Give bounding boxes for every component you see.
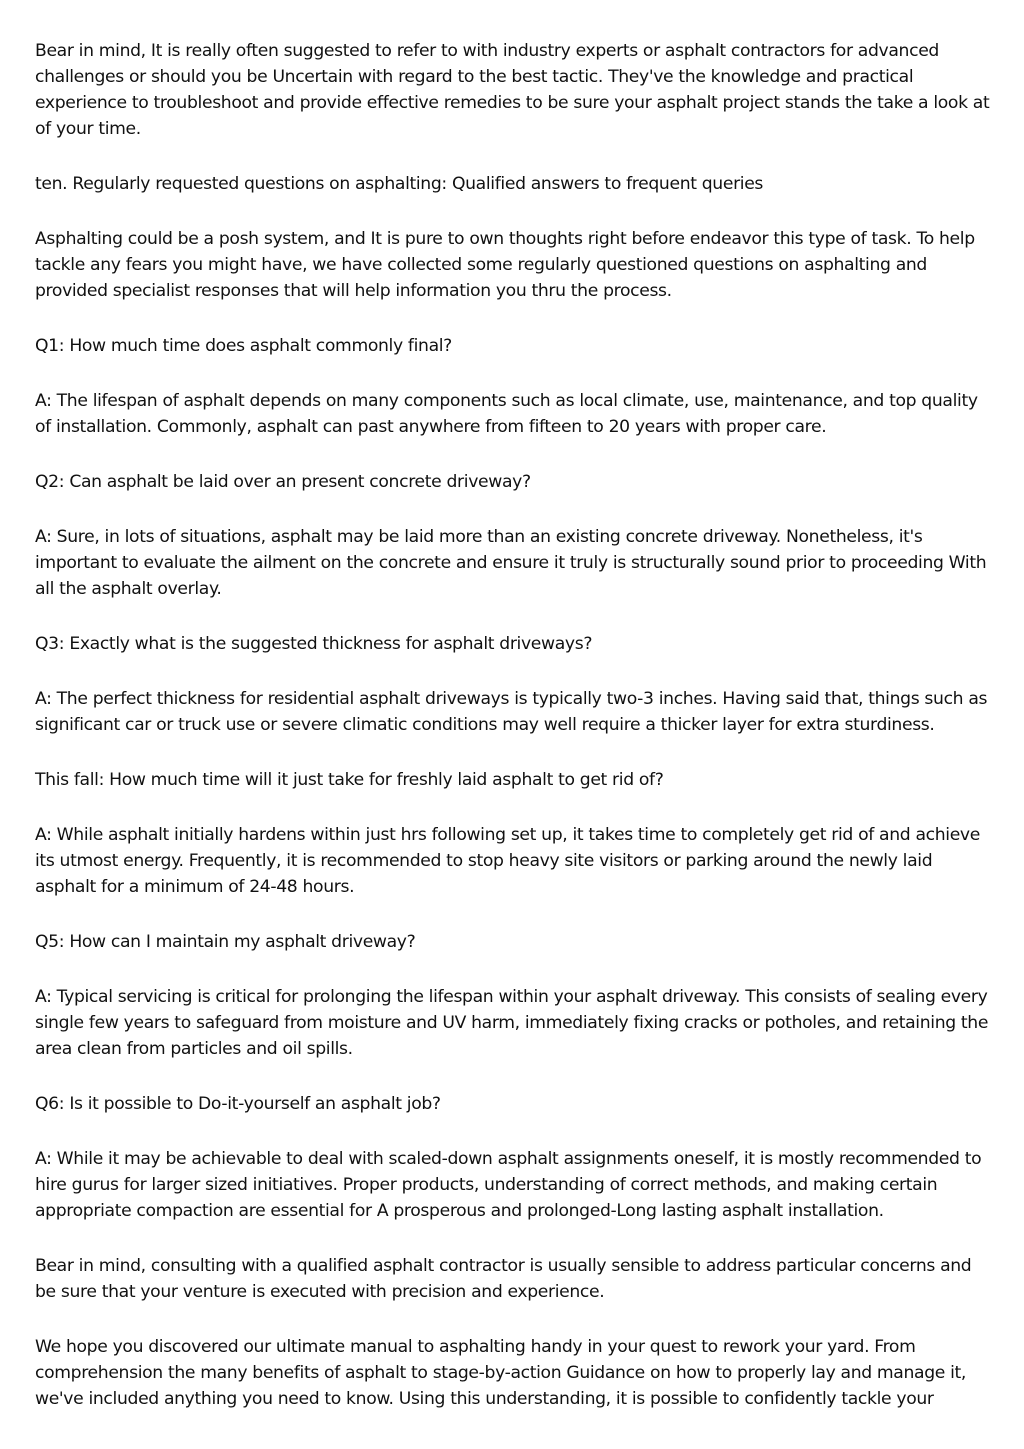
question-1: Q1: How much time does asphalt commonly final? [35, 336, 452, 356]
question-3: Q3: Exactly what is the suggested thickness for asphalt driveways? [35, 634, 593, 654]
question-4: This fall: How much time will it just take for freshly laid asphalt to get rid of? [35, 770, 664, 790]
paragraph-conclusion: We hope you discovered our ultimate manual to asphalting handy in your quest to rework your yard. From comprehension the many benefits of asphalt to stage-by-action Guidance on how to properly lay and manage it, we've included anything you need to know. Using this understanding, it is possible to confidently tackle your [35, 1337, 967, 1409]
answer-4: A: While asphalt initially hardens within just hrs following set up, it takes time to completely get rid of and achieve its utmost energy. Frequently, it is recommended to stop heavy site visitors or parking around the newly laid asphalt for a minimum of 24-48 hours. [35, 825, 980, 897]
paragraph-contractor-advice: Bear in mind, consulting with a qualified asphalt contractor is usually sensible to address particular concerns and be sure that your venture is executed with precision and experience. [35, 1256, 972, 1302]
paragraph-intro-advice: Bear in mind, It is really often suggested to refer to with industry experts or asphalt contractors for advanced challenges or should you be Uncertain with regard to the best tactic. They've the knowledge and practical experience to troubleshoot and provide effective remedies to be sure your asphalt project stands the take a look at of your time. [35, 41, 990, 139]
paragraph-faq-intro: Asphalting could be a posh system, and It is pure to own thoughts right before endeavor this type of task. To help tackle any fears you might have, we have collected some regularly questioned questions on asphalting and provided specialist responses that will help information you thru the process. [35, 229, 975, 301]
answer-1: A: The lifespan of asphalt depends on many components such as local climate, use, maintenance, and top quality of installation. Commonly, asphalt can past anywhere from fifteen to 20 years with proper care. [35, 391, 978, 437]
question-2: Q2: Can asphalt be laid over an present concrete driveway? [35, 472, 531, 492]
question-6: Q6: Is it possible to Do-it-yourself an asphalt job? [35, 1094, 441, 1114]
document-body [35, 38, 993, 1412]
answer-2: A: Sure, in lots of situations, asphalt may be laid more than an existing concrete driveway. Nonetheless, it's important to evaluate the ailment on the concrete and ensure it truly is structurally sound prior to proceeding With all the asphalt overlay. [35, 527, 987, 599]
answer-3: A: The perfect thickness for residential asphalt driveways is typically two-3 inches. Having said that, things such as significant car or truck use or severe climatic conditions may well require a thicker layer for extra sturdiness. [35, 689, 988, 735]
answer-6: A: While it may be achievable to deal with scaled-down asphalt assignments oneself, it is mostly recommended to hire gurus for larger sized initiatives. Proper products, understanding of correct methods, and making certain appropriate compaction are essential for A prosperous and prolonged-Long lasting asphalt installation. [35, 1149, 982, 1221]
question-5: Q5: How can I maintain my asphalt driveway? [35, 932, 416, 952]
section-heading-faq: ten. Regularly requested questions on asphalting: Qualified answers to frequent queries [35, 174, 764, 194]
answer-5: A: Typical servicing is critical for prolonging the lifespan within your asphalt driveway. This consists of sealing every single few years to safeguard from moisture and UV harm, immediately fixing cracks or potholes, and retaining the area clean from particles and oil spills. [35, 987, 989, 1059]
